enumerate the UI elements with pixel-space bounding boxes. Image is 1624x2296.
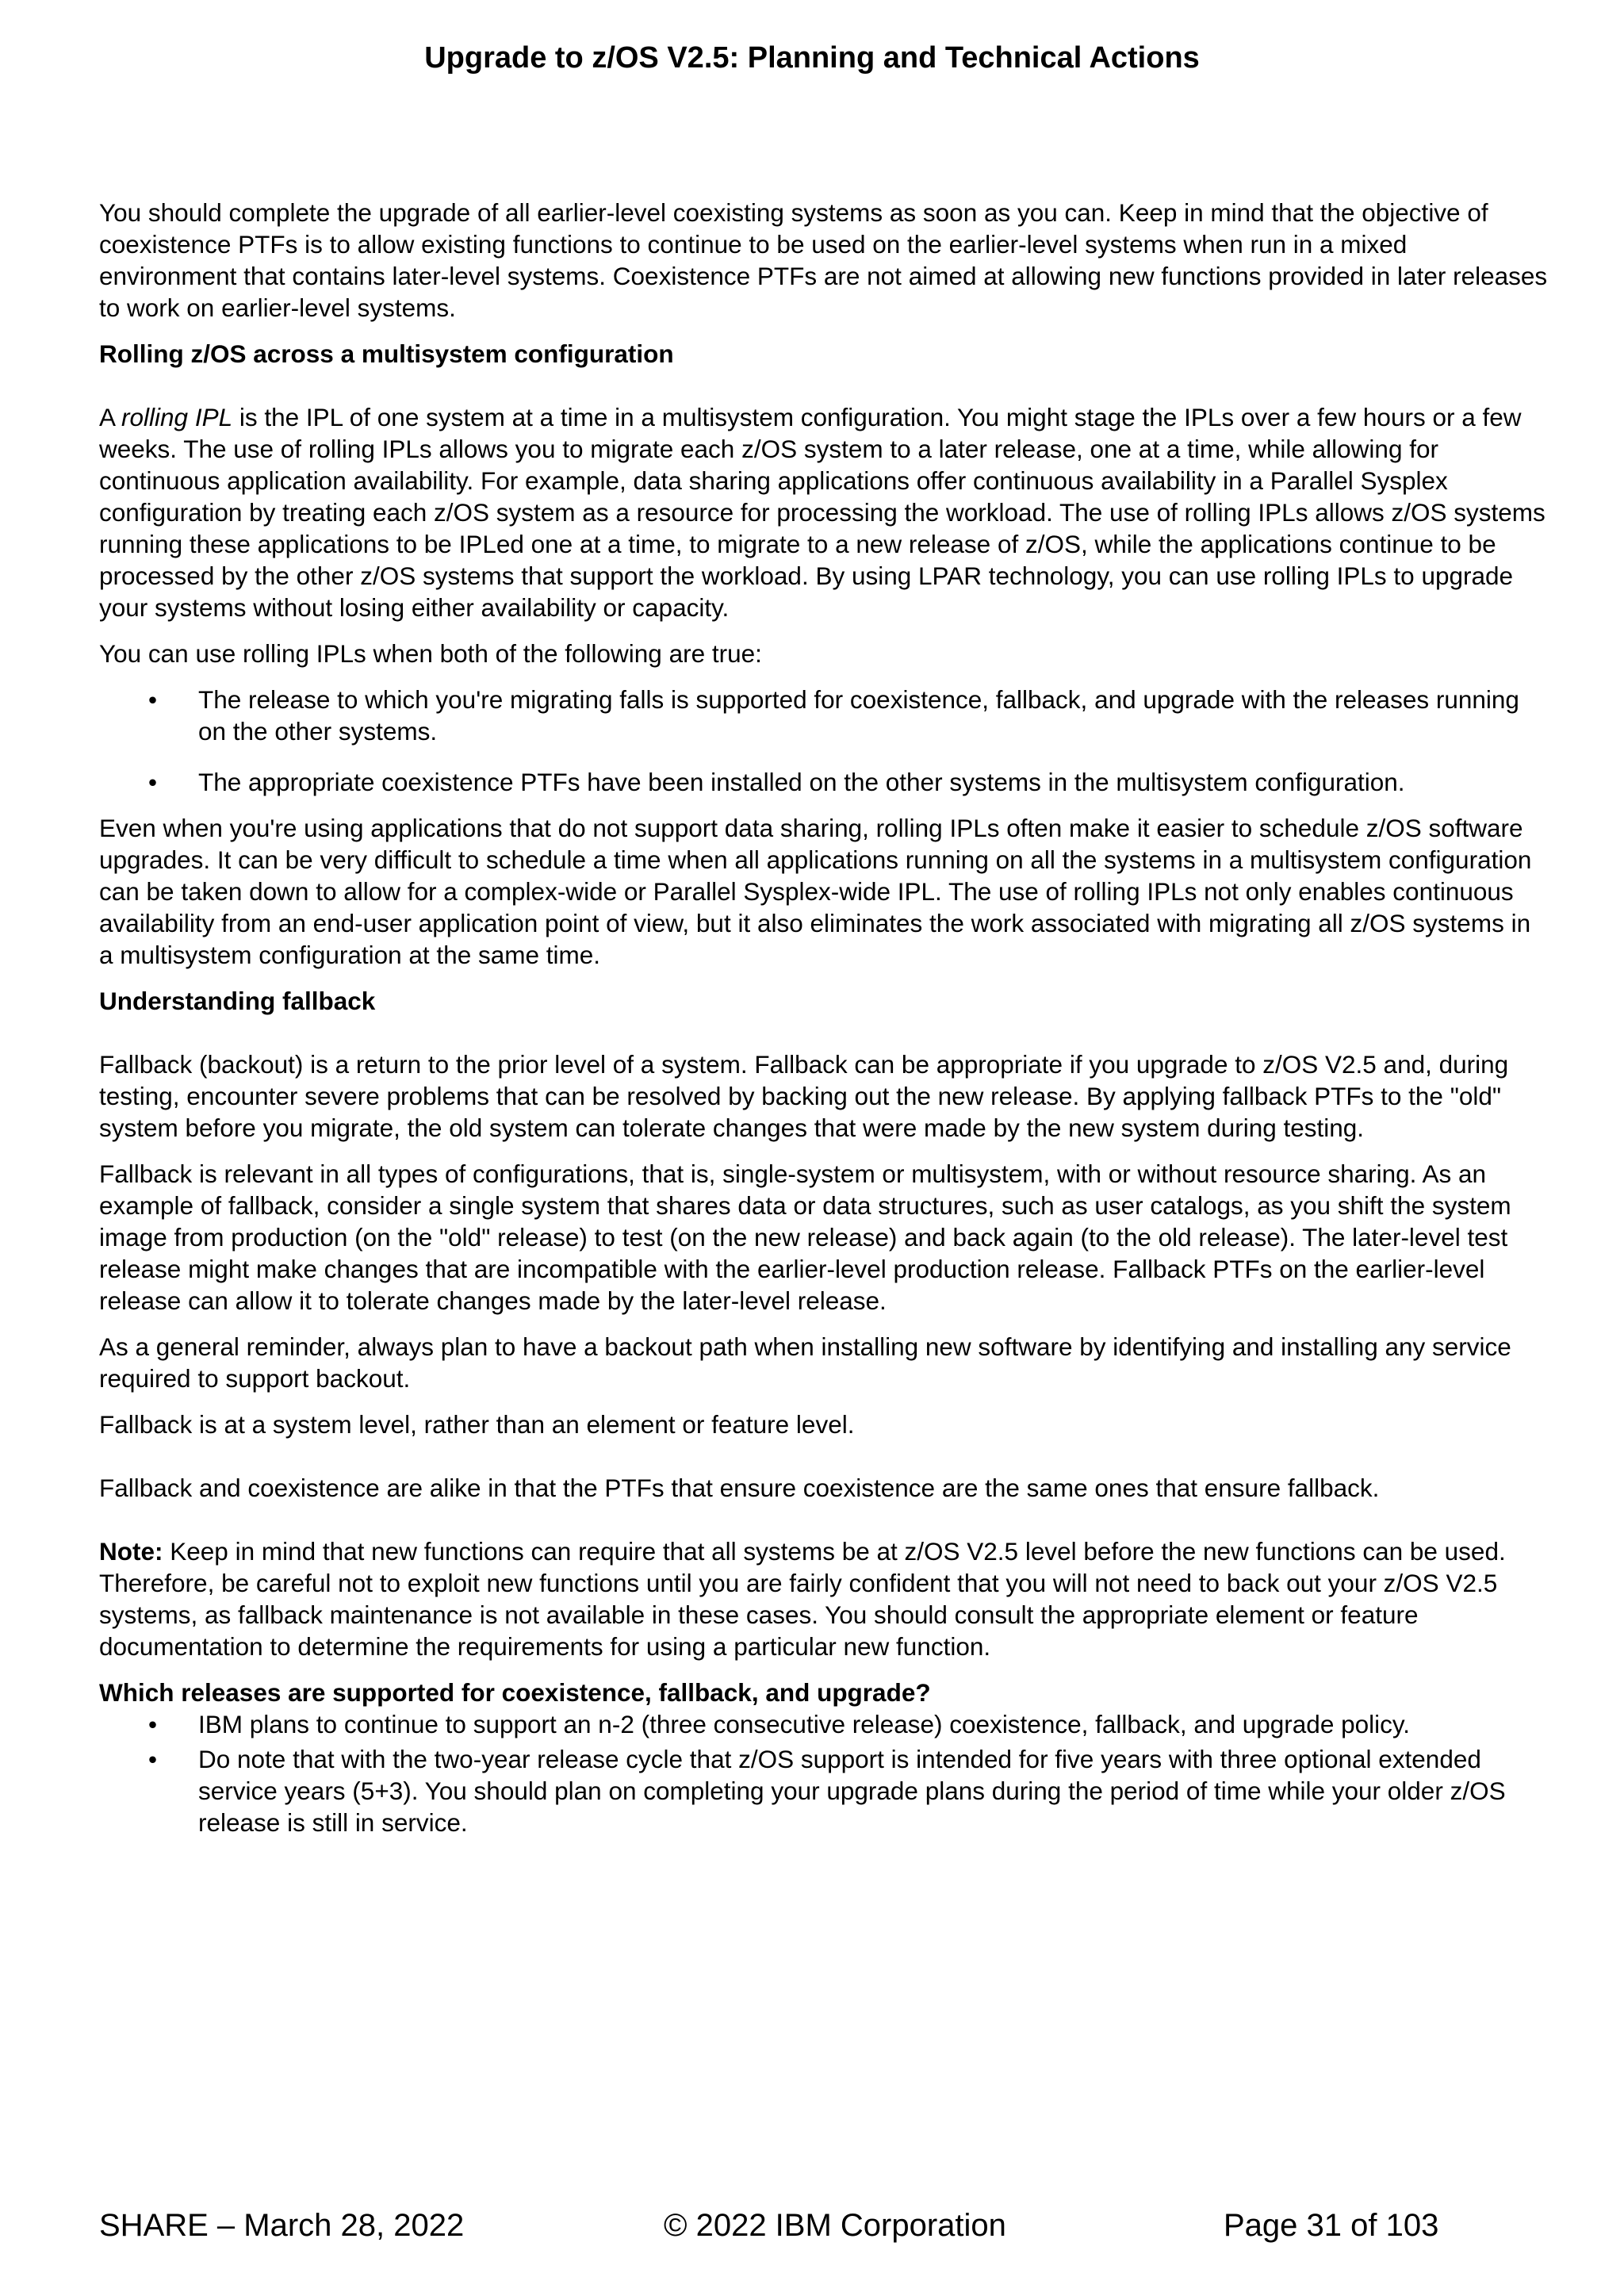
list-item-text: Do note that with the two-year release cycle that z/OS support is intended for five years with three optional extended service years (5+3). You should plan on completing your upgrade plans during the period of time while your older z/OS release is still in service. — [198, 1745, 1506, 1837]
paragraph-rolling-ipl-conditions: You can use rolling IPLs when both of the following are true: — [99, 639, 762, 668]
paragraph-rolling-ipl-lead: A — [99, 403, 122, 431]
supported-releases-list — [99, 1708, 1550, 1838]
list-item — [99, 1708, 1550, 1740]
page-header — [0, 40, 1624, 76]
section-heading-fallback: Understanding fallback — [99, 987, 376, 1015]
section-heading-supported-releases: Which releases are supported for coexistence, fallback, and upgrade? — [99, 1678, 931, 1707]
paragraph-fallback-definition: Fallback (backout) is a return to the prior level of a system. Fallback can be appropriate if you upgrade to z/OS V2.5 and, during testing, encounter severe problems that can be resolved by backing out the new release. By applying fallback PTFs to the "old" system before you migrate, the old system can tolerate changes that were made by the new system during testing. — [99, 1050, 1509, 1142]
section-heading-rolling-zos: Rolling z/OS across a multisystem configuration — [99, 339, 674, 368]
paragraph-fallback-coexistence: Fallback and coexistence are alike in that the PTFs that ensure coexistence are the same ones that ensure fallback. — [99, 1474, 1380, 1502]
list-item — [99, 684, 1550, 747]
rolling-ipl-conditions-list — [99, 684, 1550, 798]
bullet-icon: • — [148, 1710, 158, 1738]
list-item — [99, 1743, 1550, 1838]
bullet-icon: • — [148, 685, 158, 714]
document-title: Upgrade to z/OS V2.5: Planning and Technical Actions — [424, 41, 1200, 75]
paragraph-coexistence-intro: You should complete the upgrade of all earlier-level coexisting systems as soon as you can. Keep in mind that the objective of coexistence PTFs is to allow existing functions to continue to be used on the earlier-level systems when run in a mixed environment that contains later-level systems. Coexistence PTFs are not aimed at allowing new functions provided in later releases to work on earlier-level systems. — [99, 198, 1548, 322]
list-item-text: The appropriate coexistence PTFs have been installed on the other systems in the multisystem configuration. — [198, 768, 1405, 796]
document-body — [99, 197, 1550, 1853]
paragraph-fallback-configurations: Fallback is relevant in all types of configurations, that is, single-system or multisystem, with or without resource sharing. As an example of fallback, consider a single system that shares data or data structures, such as user catalogs, as you shift the system image from production (on the "old" release) to test (on the new release) and back again (to the old release). The later-level test release might make changes that are incompatible with the earlier-level production release. Fallback PTFs on the earlier-level release can allow it to tolerate changes made by the later-level release. — [99, 1159, 1511, 1315]
bullet-icon: • — [148, 1745, 158, 1773]
bullet-icon: • — [148, 768, 158, 796]
list-item — [99, 766, 1550, 798]
footer-copyright: © 2022 IBM Corporation — [664, 2208, 1006, 2243]
note-paragraph — [99, 1535, 1550, 1662]
note-text: Keep in mind that new functions can require that all systems be at z/OS V2.5 level before the new functions can be used. Therefore, be careful not to exploit new functions until you are fairly confident that you will not need to back out your z/OS V2.5 systems, as fallback maintenance is not available in these cases. You should consult the appropriate element or feature documentation to determine the requirements for using a particular new function. — [99, 1537, 1506, 1661]
paragraph-rolling-ipl-body: is the IPL of one system at a time in a multisystem configuration. You might stage the IPLs over a few hours or a few weeks. The use of rolling IPLs allows you to migrate each z/OS system to a later release, one at a time, while allowing for continuous application availability. For example, data sharing applications offer continuous availability in a Parallel Sysplex configuration by treating each z/OS system as a resource for processing the workload. The use of rolling IPLs allows z/OS systems running these applications to be IPLed one at a time, to migrate to a new release of z/OS, while the applications continue to be processed by the other z/OS systems that support the workload. By using LPAR technology, you can use rolling IPLs to upgrade your systems without losing either availability or capacity. — [99, 403, 1545, 622]
list-item-text: The release to which you're migrating falls is supported for coexistence, fallback, and upgrade with the releases running on the other systems. — [198, 685, 1519, 746]
paragraph-rolling-ipl — [99, 401, 1550, 623]
term-rolling-ipl: rolling IPL — [121, 403, 233, 431]
footer-event-date: SHARE – March 28, 2022 — [99, 2208, 465, 2243]
paragraph-fallback-system-level: Fallback is at a system level, rather than an element or feature level. — [99, 1410, 855, 1439]
list-item-text: IBM plans to continue to support an n-2 (three consecutive release) coexistence, fallback, and upgrade policy. — [198, 1710, 1411, 1738]
paragraph-backout-reminder: As a general reminder, always plan to have a backout path when installing new software by identifying and installing any service required to support backout. — [99, 1332, 1511, 1393]
paragraph-rolling-ipl-benefits: Even when you're using applications that do not support data sharing, rolling IPLs often make it easier to schedule z/OS software upgrades. It can be very difficult to schedule a time when all applications running on all the systems in a multisystem configuration can be taken down to allow for a complex-wide or Parallel Sysplex-wide IPL. The use of rolling IPLs not only enables continuous availability from an end-user application point of view, but it also eliminates the work associated with migrating all z/OS systems in a multisystem configuration at the same time. — [99, 814, 1532, 969]
footer-page-number: Page 31 of 103 — [1224, 2208, 1439, 2243]
note-label: Note: — [99, 1537, 163, 1566]
